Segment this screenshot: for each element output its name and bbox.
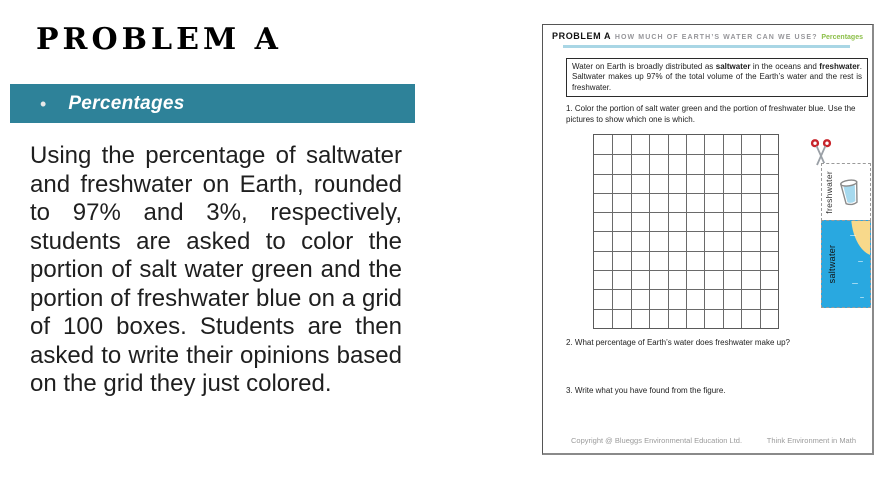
grid-cell <box>631 174 649 193</box>
grid-cell <box>741 231 759 250</box>
grid-cell <box>686 154 704 173</box>
grid-cell <box>649 270 667 289</box>
grid-cell <box>649 289 667 308</box>
worksheet-header <box>552 31 863 41</box>
freshwater-card <box>821 163 871 221</box>
intro-text: . Saltwater makes up 97% of the total volume of the Earth’s water and the rest is freshwater. <box>572 61 862 93</box>
grid-cell <box>723 212 741 231</box>
grid-cell <box>723 251 741 270</box>
grid-cell <box>760 193 778 212</box>
grid-cell <box>704 289 722 308</box>
worksheet-footer <box>571 436 856 445</box>
grid-cell <box>686 174 704 193</box>
grid-cell <box>631 135 649 154</box>
grid-cell <box>594 135 612 154</box>
grid-cell <box>612 251 630 270</box>
grid-cell <box>649 309 667 328</box>
grid-cell <box>649 251 667 270</box>
grid-cell <box>594 289 612 308</box>
grid-cell <box>686 212 704 231</box>
grid-cell <box>741 154 759 173</box>
grid-cell <box>594 212 612 231</box>
grid-cell <box>741 174 759 193</box>
grid-cell <box>760 212 778 231</box>
grid-cell <box>631 251 649 270</box>
grid-cell <box>741 135 759 154</box>
grid-cell <box>594 309 612 328</box>
grid-cell <box>649 154 667 173</box>
topic-banner-label: Percentages <box>68 92 185 114</box>
grid-cell <box>631 289 649 308</box>
grid-cell <box>760 289 778 308</box>
grid-cell <box>686 289 704 308</box>
beach-sand-shape <box>851 220 871 256</box>
grid-cell <box>723 135 741 154</box>
worksheet-page <box>542 24 874 455</box>
grid-cell <box>723 154 741 173</box>
grid-cell <box>649 174 667 193</box>
grid-cell <box>612 154 630 173</box>
grid-cell <box>704 270 722 289</box>
grid-cell <box>668 212 686 231</box>
saltwater-card <box>821 220 871 308</box>
grid-cell <box>668 270 686 289</box>
grid-cell <box>686 231 704 250</box>
description-paragraph: Using the percentage of saltwater and freshwater on Earth, rounded to 97% and 3%, respectively, students are asked to color the portion of salt water green and the portion of freshwater blue on a grid of 100 boxes. Students are then asked to write their opinions based on the grid they just colored. <box>30 142 402 397</box>
grid-cell <box>649 231 667 250</box>
grid-cell <box>668 174 686 193</box>
grid-cell <box>668 154 686 173</box>
grid-cell <box>686 135 704 154</box>
question-2: 2. What percentage of Earth’s water does freshwater make up? <box>566 338 790 347</box>
wave-mark <box>860 297 864 299</box>
copyright-text: Copyright @ Blueggs Environmental Education Ltd. <box>571 436 743 445</box>
wave-mark <box>850 235 856 237</box>
grid-cell <box>760 174 778 193</box>
grid-cell <box>649 193 667 212</box>
grid-cell <box>612 309 630 328</box>
grid-cell <box>668 193 686 212</box>
topic-banner <box>10 84 415 123</box>
worksheet-problem-label: PROBLEM A <box>552 31 612 41</box>
hundred-grid <box>593 134 779 329</box>
grid-cell <box>668 251 686 270</box>
grid-cell <box>612 212 630 231</box>
cutout-cards <box>821 163 871 308</box>
grid-cell <box>631 231 649 250</box>
intro-text: Water on Earth is broadly distributed as <box>572 61 716 71</box>
grid-cell <box>723 193 741 212</box>
grid-cell <box>704 193 722 212</box>
intro-bold-freshwater: freshwater <box>819 61 860 71</box>
grid-cell <box>741 309 759 328</box>
grid-cell <box>723 231 741 250</box>
grid-cell <box>631 309 649 328</box>
intro-box <box>566 58 868 97</box>
bullet-icon: • <box>40 93 47 114</box>
grid-cell <box>686 309 704 328</box>
grid-cell <box>594 174 612 193</box>
grid-cell <box>760 251 778 270</box>
grid-cell <box>704 231 722 250</box>
question-1: 1. Color the portion of salt water green and the portion of freshwater blue. Use the pictures to show which one is which. <box>566 104 856 125</box>
grid-cell <box>631 212 649 231</box>
worksheet-title: HOW MUCH OF EARTH’S WATER CAN WE USE? <box>614 34 818 41</box>
grid-cell <box>612 135 630 154</box>
grid-cell <box>704 212 722 231</box>
grid-cell <box>612 270 630 289</box>
grid-cell <box>760 270 778 289</box>
grid-cell <box>723 270 741 289</box>
wave-mark <box>852 283 858 285</box>
grid-cell <box>704 251 722 270</box>
grid-cell <box>649 135 667 154</box>
grid-cell <box>612 174 630 193</box>
grid-cell <box>668 231 686 250</box>
grid-cell <box>612 231 630 250</box>
grid-cell <box>668 309 686 328</box>
footer-right-text: Think Environment in Math <box>766 436 856 445</box>
saltwater-label: saltwater <box>827 244 837 283</box>
grid-cell <box>594 154 612 173</box>
grid-cell <box>612 289 630 308</box>
grid-cell <box>741 251 759 270</box>
slide-title: PROBLEM A <box>36 22 282 57</box>
grid-cell <box>723 289 741 308</box>
grid-cell <box>704 309 722 328</box>
question-3: 3. Write what you have found from the figure. <box>566 386 726 395</box>
grid-cell <box>668 289 686 308</box>
grid-cell <box>704 154 722 173</box>
grid-cell <box>668 135 686 154</box>
grid-cell <box>594 270 612 289</box>
worksheet-topic-label: Percentages <box>821 34 863 41</box>
grid-cell <box>741 193 759 212</box>
grid-cell <box>594 251 612 270</box>
intro-text: in the oceans and <box>750 61 820 71</box>
grid-cell <box>741 212 759 231</box>
grid-cell <box>594 231 612 250</box>
grid-cell <box>612 193 630 212</box>
header-rule <box>563 45 850 48</box>
grid-cell <box>723 309 741 328</box>
grid-cell <box>686 270 704 289</box>
water-cup-icon <box>835 174 865 210</box>
grid-cell <box>741 270 759 289</box>
grid-cell <box>686 251 704 270</box>
grid-cell <box>704 174 722 193</box>
grid-cell <box>631 193 649 212</box>
intro-bold-saltwater: saltwater <box>715 61 751 71</box>
grid-cell <box>704 135 722 154</box>
grid-cell <box>741 289 759 308</box>
grid-cell <box>760 309 778 328</box>
grid-cell <box>631 154 649 173</box>
grid-cell <box>594 193 612 212</box>
grid-cell <box>760 154 778 173</box>
grid-cell <box>631 270 649 289</box>
grid-cell <box>686 193 704 212</box>
grid-cell <box>649 212 667 231</box>
grid-cell <box>723 174 741 193</box>
grid-cell <box>760 231 778 250</box>
freshwater-label: freshwater <box>824 170 834 214</box>
wave-mark <box>858 261 863 263</box>
grid-cell <box>760 135 778 154</box>
